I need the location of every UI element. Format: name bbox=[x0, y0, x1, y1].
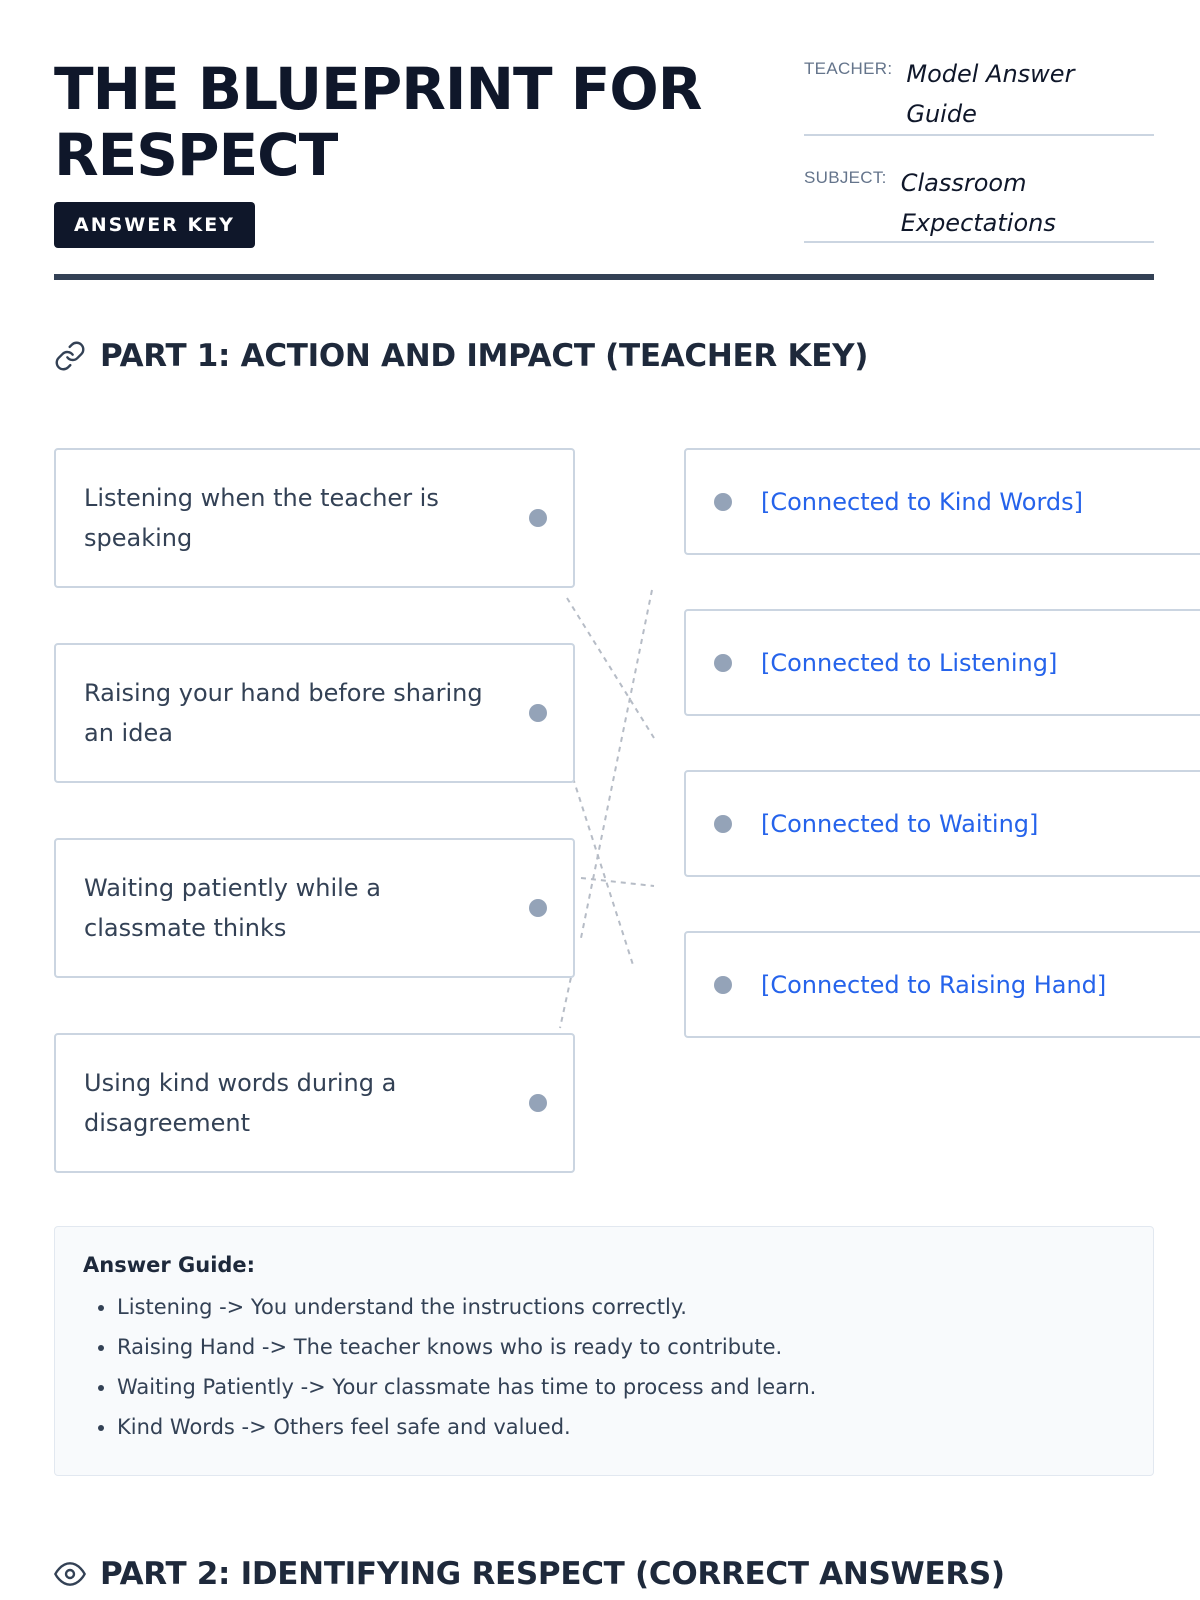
match-dot[interactable] bbox=[714, 493, 732, 511]
matching-exercise bbox=[54, 448, 1154, 1178]
connector-line bbox=[567, 598, 654, 738]
teacher-value: Model Answer Guide bbox=[906, 60, 1075, 128]
teacher-label: TEACHER: bbox=[804, 59, 893, 78]
action-text: Using kind words during a disagreement bbox=[84, 1069, 397, 1137]
answer-guide bbox=[54, 1226, 1154, 1476]
part2-heading-text: PART 2: IDENTIFYING RESPECT (CORRECT ANSWERS) bbox=[100, 1556, 1005, 1592]
part2-heading bbox=[54, 1556, 1005, 1592]
action-text: Raising your hand before sharing an idea bbox=[84, 679, 483, 747]
answer-guide-title: Answer Guide: bbox=[83, 1253, 256, 1277]
match-dot[interactable] bbox=[529, 1094, 547, 1112]
answer-text: [Connected to Listening] bbox=[761, 648, 1058, 677]
answer-card bbox=[684, 931, 1200, 1038]
action-card-raising-hand bbox=[54, 643, 575, 783]
eye-icon bbox=[54, 1558, 86, 1590]
match-dot[interactable] bbox=[714, 815, 732, 833]
list-item: • Listening -> You understand the instructions correctly. bbox=[117, 1287, 1125, 1327]
link-icon bbox=[54, 340, 86, 372]
answer-text: [Connected to Waiting] bbox=[761, 809, 1039, 838]
answer-card bbox=[684, 609, 1200, 716]
match-dot[interactable] bbox=[714, 976, 732, 994]
list-item: • Kind Words -> Others feel safe and valued. bbox=[117, 1407, 1125, 1447]
action-text: Waiting patiently while a classmate thinks bbox=[84, 874, 381, 942]
teacher-field bbox=[804, 54, 1154, 136]
subject-value: Classroom Expectations bbox=[900, 169, 1056, 237]
answer-text: [Connected to Raising Hand] bbox=[761, 970, 1107, 999]
worksheet-header bbox=[54, 50, 1154, 282]
list-item: • Waiting Patiently -> Your classmate has time to process and learn. bbox=[117, 1367, 1125, 1407]
part1-heading-text: PART 1: ACTION AND IMPACT (TEACHER KEY) bbox=[100, 338, 869, 374]
answer-key-badge: ANSWER KEY bbox=[54, 202, 255, 248]
answer-card bbox=[684, 448, 1200, 555]
action-text: Listening when the teacher is speaking bbox=[84, 484, 439, 552]
match-dot[interactable] bbox=[529, 509, 547, 527]
action-card-waiting bbox=[54, 838, 575, 978]
match-dot[interactable] bbox=[529, 704, 547, 722]
subject-label: SUBJECT: bbox=[804, 168, 887, 187]
connector-line bbox=[581, 590, 652, 938]
answer-text: [Connected to Kind Words] bbox=[761, 487, 1083, 516]
action-card-listening bbox=[54, 448, 575, 588]
part1-heading bbox=[54, 338, 868, 374]
action-card-kind-words bbox=[54, 1033, 575, 1173]
worksheet-title: THE BLUEPRINT FOR RESPECT bbox=[54, 55, 702, 189]
subject-field bbox=[804, 163, 1154, 243]
header-divider bbox=[54, 274, 1154, 280]
match-dot[interactable] bbox=[529, 899, 547, 917]
list-item: • Raising Hand -> The teacher knows who is ready to contribute. bbox=[117, 1327, 1125, 1367]
match-dot[interactable] bbox=[714, 654, 732, 672]
answer-card bbox=[684, 770, 1200, 877]
connector-line bbox=[573, 778, 634, 968]
answer-guide-list bbox=[83, 1287, 1125, 1447]
connector-line bbox=[581, 878, 654, 886]
